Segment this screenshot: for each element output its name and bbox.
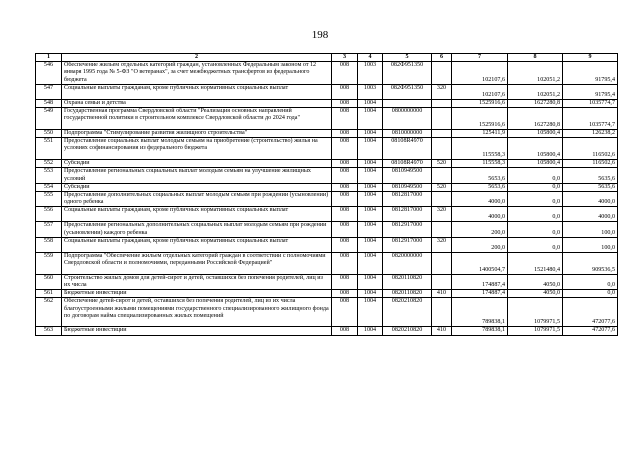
row-name: Предоставление региональных дополнительных социальных выплат молодым семьям при рождении (усыновлении) каждого ребенка [62,222,332,237]
amount-year-1: 174887,4 [452,274,508,289]
ministry-code: 008 [332,192,358,207]
amount-year-3: 0,0 [563,290,618,298]
amount-year-1: 789838,1 [452,327,508,335]
section-code: 1004 [358,108,383,130]
row-number: 555 [36,192,62,207]
amount-year-1: 102107,6 [452,84,508,99]
target-article-code: 0820210820 [383,298,432,327]
row-number: 563 [36,327,62,335]
column-header: 8 [508,54,563,62]
row-name: Бюджетные инвестиции [62,327,332,335]
page-number: 198 [311,29,329,41]
section-code: 1004 [358,183,383,191]
amount-year-3: 472077,6 [563,298,618,327]
amount-year-1: 789838,1 [452,298,508,327]
column-header: 4 [358,54,383,62]
ministry-code: 008 [332,160,358,168]
target-article-code: 0812917000 [383,222,432,237]
target-article-code: 0820210820 [383,327,432,335]
section-code: 1004 [358,192,383,207]
amount-year-2: 0,0 [508,222,563,237]
amount-year-1: 115558,3 [452,160,508,168]
section-code: 1004 [358,252,383,274]
target-article-code: 0800000000 [383,108,432,130]
expense-type-code: 410 [432,290,452,298]
budget-table [35,53,618,336]
ministry-code: 008 [332,237,358,252]
expense-type-code: 410 [432,327,452,335]
amount-year-2: 105800,4 [508,160,563,168]
ministry-code: 008 [332,252,358,274]
expense-type-code [432,62,452,85]
amount-year-1: 174887,4 [452,290,508,298]
amount-year-2: 0,0 [508,192,563,207]
amount-year-3: 0,0 [563,274,618,289]
amount-year-2: 0,0 [508,183,563,191]
table-row [36,168,618,183]
amount-year-3: 1035774,7 [563,99,618,107]
amount-year-2: 105800,4 [508,138,563,160]
row-number: 547 [36,84,62,99]
section-code: 1004 [358,290,383,298]
amount-year-1: 125411,9 [452,130,508,138]
ministry-code: 008 [332,183,358,191]
amount-year-3: 472077,6 [563,327,618,335]
row-name: Строительство жилых домов для детей-сирот и детей, оставшихся без попечения родителей, лиц из их числа [62,274,332,289]
amount-year-2: 102051,2 [508,62,563,85]
row-number: 552 [36,160,62,168]
expense-type-code: 320 [432,237,452,252]
ministry-code: 008 [332,290,358,298]
amount-year-3: 116502,6 [563,138,618,160]
section-code: 1004 [358,160,383,168]
target-article-code: 0812817000 [383,192,432,207]
amount-year-1: 115558,3 [452,138,508,160]
target-article-code: 0820110820 [383,290,432,298]
row-name: Подпрограмма "Обеспечение жильем отдельных категорий граждан в соответствии с полномочиями Свердловской области и полномочиями, переданными Российской Федерацией" [62,252,332,274]
ministry-code: 008 [332,222,358,237]
row-number: 561 [36,290,62,298]
amount-year-2: 0,0 [508,168,563,183]
row-number: 553 [36,168,62,183]
column-header: 2 [62,54,332,62]
target-article-code: 0810949500 [383,183,432,191]
ministry-code: 008 [332,207,358,222]
row-name: Государственная программа Свердловской области "Реализация основных направлений государственной политики в строительном комплексе Свердловской области до 2024 года" [62,108,332,130]
ministry-code: 008 [332,130,358,138]
target-article-code: 08108R4970 [383,160,432,168]
target-article-code: 0820110820 [383,274,432,289]
row-number: 548 [36,99,62,107]
section-code: 1003 [358,62,383,85]
expense-type-code: 320 [432,84,452,99]
row-name: Социальные выплаты гражданам, кроме публичных нормативных социальных выплат [62,84,332,99]
table-row [36,274,618,289]
section-code: 1004 [358,237,383,252]
amount-year-3: 100,0 [563,237,618,252]
row-name: Предоставление дополнительных социальных выплат молодым семьям при рождении (усыновлении) одного ребенка [62,192,332,207]
amount-year-3: 909536,5 [563,252,618,274]
row-number: 554 [36,183,62,191]
amount-year-3: 91795,4 [563,62,618,85]
table-row [36,222,618,237]
row-number: 559 [36,252,62,274]
amount-year-2: 0,0 [508,207,563,222]
amount-year-1: 102107,6 [452,62,508,85]
amount-year-2: 1627280,8 [508,99,563,107]
amount-year-3: 1035774,7 [563,108,618,130]
amount-year-1: 5653,6 [452,183,508,191]
row-name: Субсидии [62,160,332,168]
table-row [36,84,618,99]
row-number: 556 [36,207,62,222]
row-name: Обеспечение детей-сирот и детей, оставшихся без попечения родителей, лиц из их числа благоустроенными жилыми помещениями государственного специализированного жилищного фонда по договорам найма специализированных жилых помещений [62,298,332,327]
target-article-code: 082Ф951350 [383,84,432,99]
section-code: 1004 [358,168,383,183]
amount-year-1: 200,0 [452,222,508,237]
amount-year-1: 200,0 [452,237,508,252]
section-code: 1004 [358,298,383,327]
table-row [36,108,618,130]
ministry-code: 008 [332,298,358,327]
row-number: 562 [36,298,62,327]
table-row [36,237,618,252]
section-code: 1004 [358,207,383,222]
ministry-code: 008 [332,84,358,99]
section-code: 1004 [358,99,383,107]
amount-year-2: 0,0 [508,237,563,252]
amount-year-2: 4050,0 [508,274,563,289]
row-number: 549 [36,108,62,130]
amount-year-2: 102051,2 [508,84,563,99]
expense-type-code [432,298,452,327]
row-name: Субсидии [62,183,332,191]
table-header-row [36,54,618,62]
target-article-code: 08108R4970 [383,138,432,160]
ministry-code: 008 [332,168,358,183]
table-row [36,192,618,207]
table-row [36,290,618,298]
table-row [36,252,618,274]
table-row [36,130,618,138]
target-article-code [383,99,432,107]
amount-year-1: 1400504,7 [452,252,508,274]
row-number: 560 [36,274,62,289]
section-code: 1004 [358,274,383,289]
amount-year-3: 126238,2 [563,130,618,138]
row-name: Обеспечение жильем отдельных категорий граждан, установленных Федеральным законом от 12 января 1995 года № 5-ФЗ "О ветеранах", за счет межбюджетных трансфертов из федерального бюджета [62,62,332,85]
ministry-code: 008 [332,274,358,289]
ministry-code: 008 [332,99,358,107]
amount-year-1: 4000,0 [452,192,508,207]
target-article-code: 082Ф951350 [383,62,432,85]
column-header: 1 [36,54,62,62]
amount-year-1: 1525916,6 [452,99,508,107]
table-row [36,183,618,191]
section-code: 1004 [358,138,383,160]
column-header: 6 [432,54,452,62]
amount-year-1: 5653,6 [452,168,508,183]
expense-type-code: 520 [432,183,452,191]
row-number: 546 [36,62,62,85]
column-header: 7 [452,54,508,62]
column-header: 9 [563,54,618,62]
amount-year-2: 1079971,5 [508,298,563,327]
amount-year-3: 4000,0 [563,192,618,207]
expense-type-code: 520 [432,160,452,168]
row-name: Социальные выплаты гражданам, кроме публичных нормативных социальных выплат [62,207,332,222]
expense-type-code [432,99,452,107]
row-name: Охрана семьи и детства [62,99,332,107]
amount-year-3: 5635,6 [563,183,618,191]
row-number: 551 [36,138,62,160]
expense-type-code: 320 [432,207,452,222]
amount-year-3: 100,0 [563,222,618,237]
column-header: 5 [383,54,432,62]
section-code: 1004 [358,222,383,237]
amount-year-2: 1079971,5 [508,327,563,335]
target-article-code: 0820000000 [383,252,432,274]
row-name: Предоставление региональных социальных выплат молодым семьям на улучшение жилищных условий [62,168,332,183]
expense-type-code [432,222,452,237]
row-name: Предоставление социальных выплат молодым семьям на приобретение (строительство) жилья на условиях софинансирования из федерального бюджета [62,138,332,160]
row-number: 558 [36,237,62,252]
amount-year-3: 116502,6 [563,160,618,168]
row-name: Бюджетные инвестиции [62,290,332,298]
target-article-code: 0810000000 [383,130,432,138]
row-name: Подпрограмма "Стимулирование развития жилищного строительства" [62,130,332,138]
expense-type-code [432,192,452,207]
section-code: 1004 [358,130,383,138]
section-code: 1004 [358,327,383,335]
table-row [36,160,618,168]
section-code: 1003 [358,84,383,99]
table-row [36,99,618,107]
table-row [36,138,618,160]
ministry-code: 008 [332,327,358,335]
amount-year-2: 1627280,8 [508,108,563,130]
amount-year-1: 1525916,6 [452,108,508,130]
expense-type-code [432,168,452,183]
ministry-code: 008 [332,138,358,160]
table-row [36,207,618,222]
expense-type-code [432,108,452,130]
ministry-code: 008 [332,62,358,85]
amount-year-3: 4000,0 [563,207,618,222]
column-header: 3 [332,54,358,62]
amount-year-1: 4000,0 [452,207,508,222]
target-article-code: 0812817000 [383,207,432,222]
expense-type-code [432,138,452,160]
row-number: 550 [36,130,62,138]
expense-type-code [432,252,452,274]
expense-type-code [432,274,452,289]
table-row [36,298,618,327]
amount-year-3: 5635,6 [563,168,618,183]
expense-type-code [432,130,452,138]
table-row [36,327,618,335]
amount-year-2: 1521480,4 [508,252,563,274]
amount-year-2: 105800,4 [508,130,563,138]
ministry-code: 008 [332,108,358,130]
row-name: Социальные выплаты гражданам, кроме публичных нормативных социальных выплат [62,237,332,252]
target-article-code: 0812917000 [383,237,432,252]
target-article-code: 0810949500 [383,168,432,183]
amount-year-3: 91795,4 [563,84,618,99]
amount-year-2: 4050,0 [508,290,563,298]
row-number: 557 [36,222,62,237]
table-row [36,62,618,85]
